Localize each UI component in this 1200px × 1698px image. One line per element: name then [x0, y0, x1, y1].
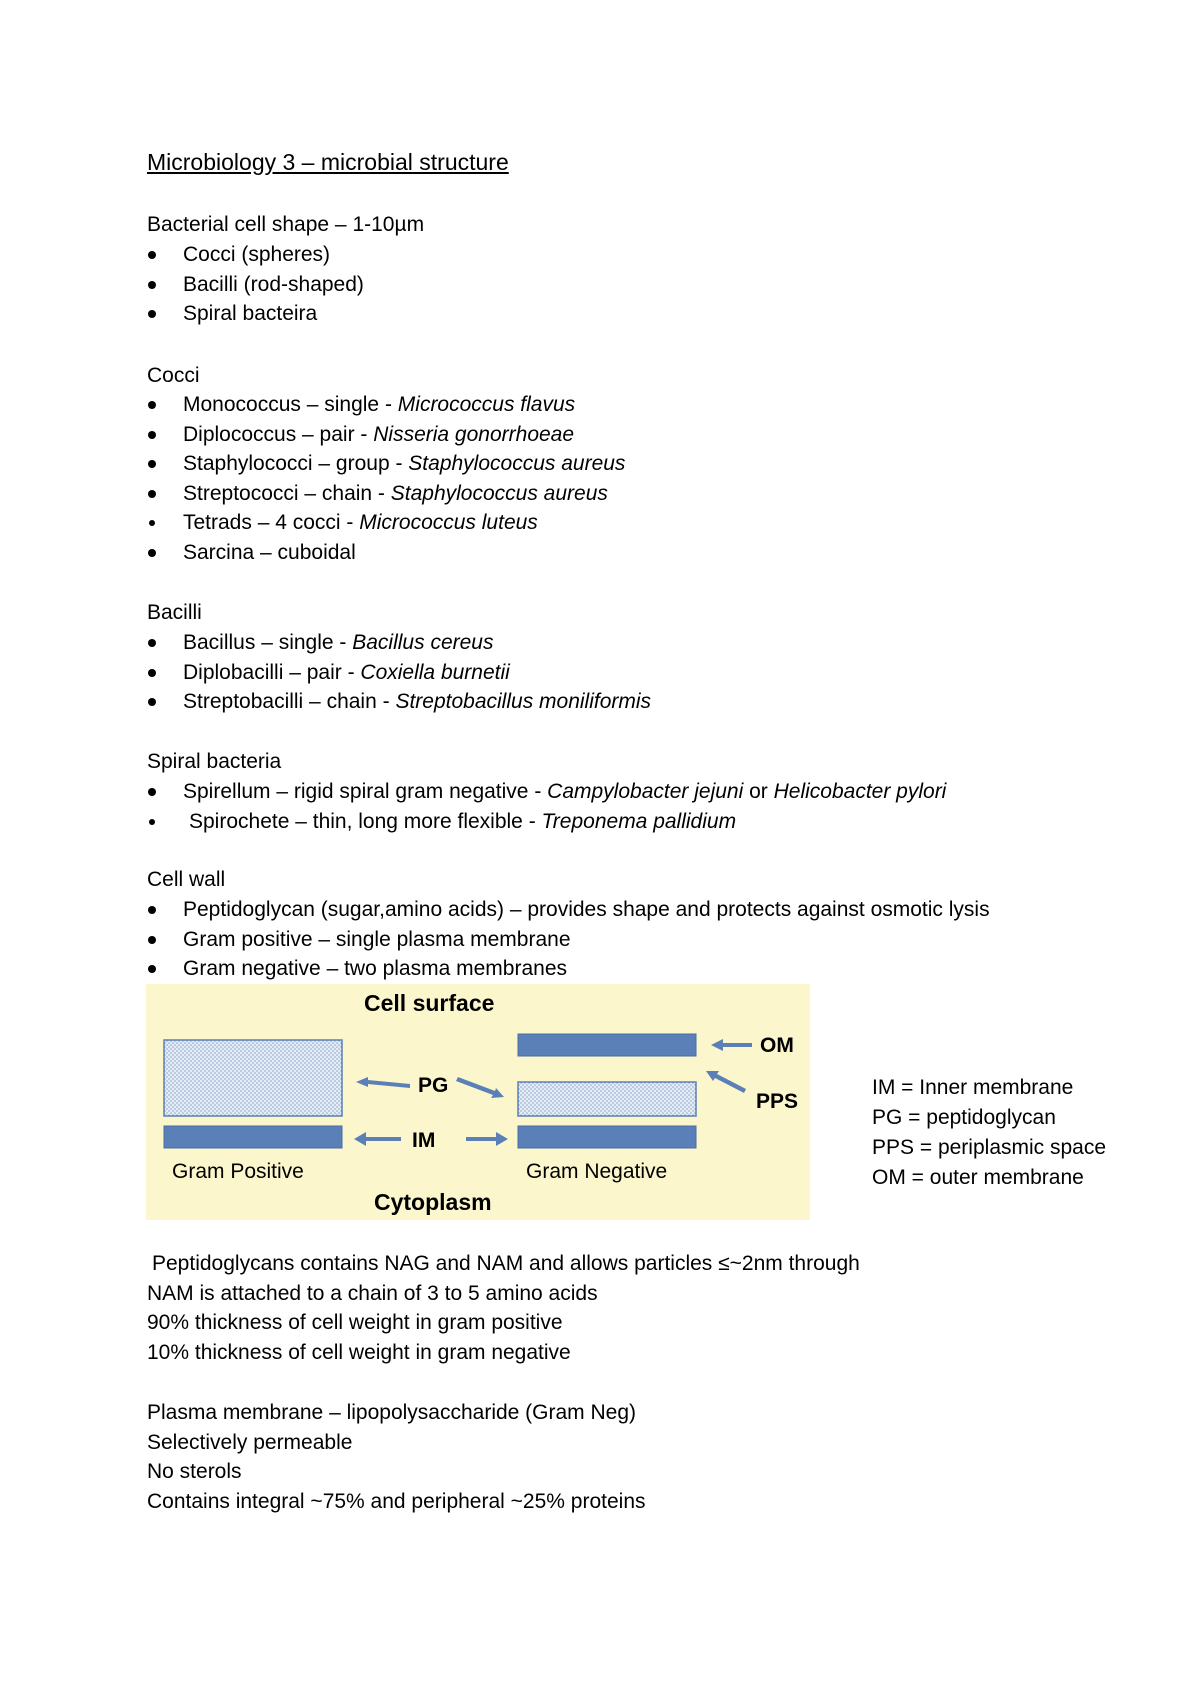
im-label: IM	[412, 1129, 436, 1152]
gram-positive-peptidoglycan-layer	[164, 1040, 342, 1116]
cell-wall-list	[147, 895, 990, 984]
list-item: Diplococcus – pair - Nisseria gonorrhoeae	[147, 420, 625, 450]
list-item: Gram negative – two plasma membranes	[147, 954, 990, 984]
list-item: Peptidoglycan (sugar,amino acids) – provides shape and protects against osmotic lysis	[147, 895, 990, 925]
om-arrow	[711, 1039, 752, 1051]
gram-negative-label: Gram Negative	[526, 1160, 668, 1183]
list-item: Bacillus – single - Bacillus cereus	[147, 628, 651, 658]
pps-label: PPS	[756, 1090, 799, 1113]
page-title: Microbiology 3 – microbial structure	[147, 149, 509, 175]
gram-negative-inner-membrane	[518, 1126, 696, 1148]
list-item: Monococcus – single - Micrococcus flavus	[147, 390, 625, 420]
legend-item: OM = outer membrane	[872, 1166, 1084, 1189]
note-line: No sterols	[147, 1460, 242, 1484]
cell-wall-heading: Cell wall	[147, 868, 226, 891]
spiral-list	[147, 777, 946, 836]
gram-negative-peptidoglycan-layer	[518, 1082, 696, 1116]
list-item: Spirellum – rigid spiral gram negative - Campylobacter jejuni or Helicobacter pylori	[147, 777, 946, 807]
pg-label: PG	[418, 1074, 449, 1097]
pg-left-arrow	[356, 1077, 410, 1088]
cytoplasm-label: Cytoplasm	[374, 1189, 492, 1215]
cell-shape-list	[147, 240, 364, 329]
gram-negative-outer-membrane	[518, 1034, 696, 1056]
bacilli-list	[147, 628, 651, 717]
gram-positive-label: Gram Positive	[172, 1160, 304, 1183]
list-item: Diplobacilli – pair - Coxiella burnetii	[147, 658, 651, 688]
peptidoglycan-notes	[147, 1249, 860, 1367]
list-item: Spirochete – thin, long more flexible - Treponema pallidium	[147, 807, 946, 837]
im-left-arrow	[354, 1132, 401, 1146]
plasma-membrane-notes	[147, 1398, 646, 1516]
list-item: Cocci (spheres)	[147, 240, 364, 270]
note-line: 10% thickness of cell weight in gram negative	[147, 1340, 571, 1364]
spiral-heading: Spiral bacteria	[147, 750, 282, 773]
im-right-arrow	[466, 1132, 508, 1146]
pps-arrow	[706, 1071, 746, 1093]
pg-right-arrow	[456, 1077, 504, 1098]
cell-wall-diagram-svg	[146, 984, 810, 1220]
list-item: Sarcina – cuboidal	[147, 538, 625, 568]
list-item: Streptococci – chain - Staphylococcus aureus	[147, 479, 625, 509]
note-line: Plasma membrane – lipopolysaccharide (Gram Neg)	[147, 1401, 637, 1424]
list-item: Streptobacilli – chain - Streptobacillus moniliformis	[147, 687, 651, 717]
list-item: Gram positive – single plasma membrane	[147, 925, 990, 955]
gram-positive-inner-membrane	[164, 1126, 342, 1148]
legend-item: PG = peptidoglycan	[872, 1106, 1056, 1129]
note-line: Selectively permeable	[147, 1430, 353, 1454]
cocci-heading: Cocci	[147, 364, 200, 387]
list-item: Bacilli (rod-shaped)	[147, 270, 364, 300]
note-line: Contains integral ~75% and peripheral ~25% proteins	[147, 1489, 646, 1513]
bacilli-heading: Bacilli	[147, 601, 202, 624]
list-item: Tetrads – 4 cocci - Micrococcus luteus	[147, 508, 625, 538]
cell-shape-heading: Bacterial cell shape – 1-10µm	[147, 213, 425, 236]
note-line: Peptidoglycans contains NAG and NAM and allows particles ≤~2nm through	[152, 1252, 860, 1275]
legend-item: PPS = periplasmic space	[872, 1136, 1107, 1159]
cell-wall-diagram	[146, 984, 810, 1220]
legend-item: IM = Inner membrane	[872, 1076, 1074, 1099]
note-line: 90% thickness of cell weight in gram positive	[147, 1311, 563, 1335]
om-label: OM	[760, 1034, 794, 1057]
cell-surface-label: Cell surface	[364, 990, 495, 1016]
list-item: Staphylococci – group - Staphylococcus aureus	[147, 449, 625, 479]
diagram-legend	[872, 1073, 1106, 1193]
cocci-list	[147, 390, 625, 568]
note-line: NAM is attached to a chain of 3 to 5 amino acids	[147, 1281, 598, 1305]
list-item: Spiral bacteira	[147, 299, 364, 329]
